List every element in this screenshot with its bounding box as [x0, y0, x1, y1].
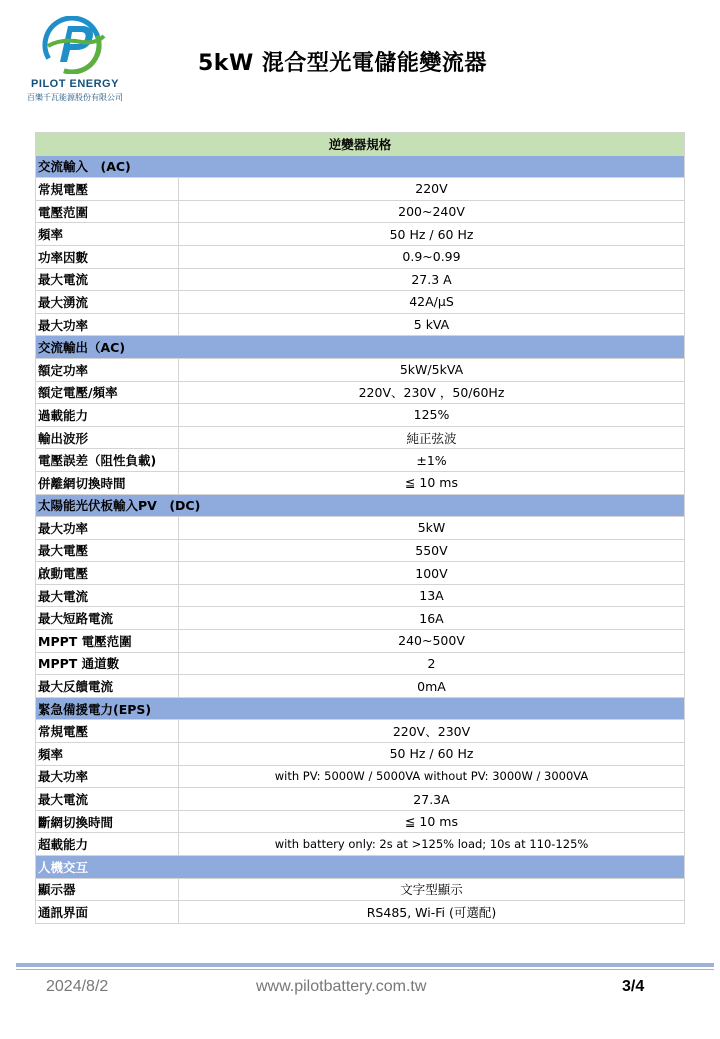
spec-label: 常規電壓 [36, 178, 179, 201]
section-row [36, 494, 685, 517]
spec-label: 額定功率 [36, 358, 179, 381]
table-row [36, 381, 685, 404]
spec-value: ±1% [179, 449, 685, 472]
table-row [36, 562, 685, 585]
table-row [36, 539, 685, 562]
section-row [36, 856, 685, 879]
spec-value: 27.3A [179, 788, 685, 811]
spec-value: with battery only: 2s at >125% load; 10s at 110-125% [179, 833, 685, 856]
spec-label: 顯示器 [36, 878, 179, 901]
spec-value: 13A [179, 584, 685, 607]
table-row [36, 358, 685, 381]
spec-value: 5kW/5kVA [179, 358, 685, 381]
section-title: 人機交互 [36, 856, 685, 879]
spec-value: 220V、230V ，50/60Hz [179, 381, 685, 404]
spec-value: with PV: 5000W / 5000VA without PV: 3000W / 3000VA [179, 765, 685, 788]
spec-label: 頻率 [36, 743, 179, 766]
table-row [36, 675, 685, 698]
spec-label: 最大反饋電流 [36, 675, 179, 698]
spec-label: 輸出波形 [36, 426, 179, 449]
company-logo [20, 16, 130, 104]
table-row [36, 788, 685, 811]
logo-name: PILOT ENERGY [31, 78, 119, 90]
spec-value: 27.3 A [179, 268, 685, 291]
spec-table [35, 132, 685, 924]
table-row [36, 449, 685, 472]
section-title: 太陽能光伏板輸入PV (DC) [36, 494, 685, 517]
table-row [36, 223, 685, 246]
spec-value: 50 Hz / 60 Hz [179, 223, 685, 246]
spec-value: ≦ 10 ms [179, 810, 685, 833]
spec-label: 最大電流 [36, 788, 179, 811]
spec-label: 超載能力 [36, 833, 179, 856]
section-title: 緊急備援電力(EPS) [36, 697, 685, 720]
spec-value: 550V [179, 539, 685, 562]
spec-label: 功率因數 [36, 245, 179, 268]
spec-label: 最大電流 [36, 268, 179, 291]
spec-value: 220V [179, 178, 685, 201]
table-row [36, 878, 685, 901]
spec-label: MPPT 通道數 [36, 652, 179, 675]
spec-label: 斷網切換時間 [36, 810, 179, 833]
spec-value: 5kW [179, 517, 685, 540]
spec-value: 200~240V [179, 200, 685, 223]
table-row [36, 810, 685, 833]
spec-label: 通訊界面 [36, 901, 179, 924]
spec-label: MPPT 電壓范圍 [36, 630, 179, 653]
table-row [36, 426, 685, 449]
table-row [36, 291, 685, 314]
spec-value: 0mA [179, 675, 685, 698]
spec-label: 電壓范圍 [36, 200, 179, 223]
spec-value: 文字型顯示 [179, 878, 685, 901]
spec-value: 16A [179, 607, 685, 630]
spec-label: 過載能力 [36, 404, 179, 427]
table-row [36, 268, 685, 291]
spec-label: 最大功率 [36, 765, 179, 788]
section-row [36, 336, 685, 359]
table-row [36, 720, 685, 743]
section-title: 交流輸出（AC) [36, 336, 685, 359]
spec-label: 啟動電壓 [36, 562, 179, 585]
table-row [36, 607, 685, 630]
pilot-energy-logo-icon [42, 16, 106, 74]
table-row [36, 313, 685, 336]
page-title: 5kW 混合型光電儲能變流器 [198, 51, 487, 76]
spec-value: 0.9~0.99 [179, 245, 685, 268]
spec-label: 頻率 [36, 223, 179, 246]
table-row [36, 404, 685, 427]
section-row [36, 697, 685, 720]
spec-label: 最大短路電流 [36, 607, 179, 630]
table-row [36, 743, 685, 766]
spec-label: 額定電壓/頻率 [36, 381, 179, 404]
table-header: 逆變器規格 [36, 133, 685, 156]
spec-label: 最大電流 [36, 584, 179, 607]
table-row [36, 652, 685, 675]
table-row [36, 630, 685, 653]
page-number: 3/4 [622, 978, 645, 995]
spec-label: 最大功率 [36, 313, 179, 336]
spec-value: 2 [179, 652, 685, 675]
spec-value: ≦ 10 ms [179, 471, 685, 494]
section-row [36, 155, 685, 178]
spec-value: 42A/μS [179, 291, 685, 314]
table-row [36, 471, 685, 494]
spec-label: 最大電壓 [36, 539, 179, 562]
table-row [36, 584, 685, 607]
spec-value: 240~500V [179, 630, 685, 653]
spec-value: RS485, Wi-Fi (可選配) [179, 901, 685, 924]
spec-label: 最大湧流 [36, 291, 179, 314]
spec-value: 125% [179, 404, 685, 427]
spec-value: 50 Hz / 60 Hz [179, 743, 685, 766]
spec-value: 純正弦波 [179, 426, 685, 449]
footer-divider [16, 963, 714, 967]
footer-divider-thin [16, 969, 714, 970]
spec-label: 最大功率 [36, 517, 179, 540]
table-row [36, 178, 685, 201]
table-row [36, 765, 685, 788]
spec-label: 常規電壓 [36, 720, 179, 743]
spec-value: 100V [179, 562, 685, 585]
spec-value: 220V、230V [179, 720, 685, 743]
spec-value: 5 kVA [179, 313, 685, 336]
footer-url: www.pilotbattery.com.tw [256, 978, 427, 995]
table-row [36, 245, 685, 268]
logo-company: 百樂千瓦能源股份有限公司 [27, 93, 123, 102]
table-row [36, 901, 685, 924]
table-row [36, 517, 685, 540]
spec-label: 電壓誤差（阻性負載) [36, 449, 179, 472]
section-title: 交流輸入 (AC) [36, 155, 685, 178]
table-row [36, 200, 685, 223]
table-row [36, 833, 685, 856]
table-header-row [36, 133, 685, 156]
footer-date: 2024/8/2 [46, 978, 109, 995]
spec-label: 併離網切換時間 [36, 471, 179, 494]
